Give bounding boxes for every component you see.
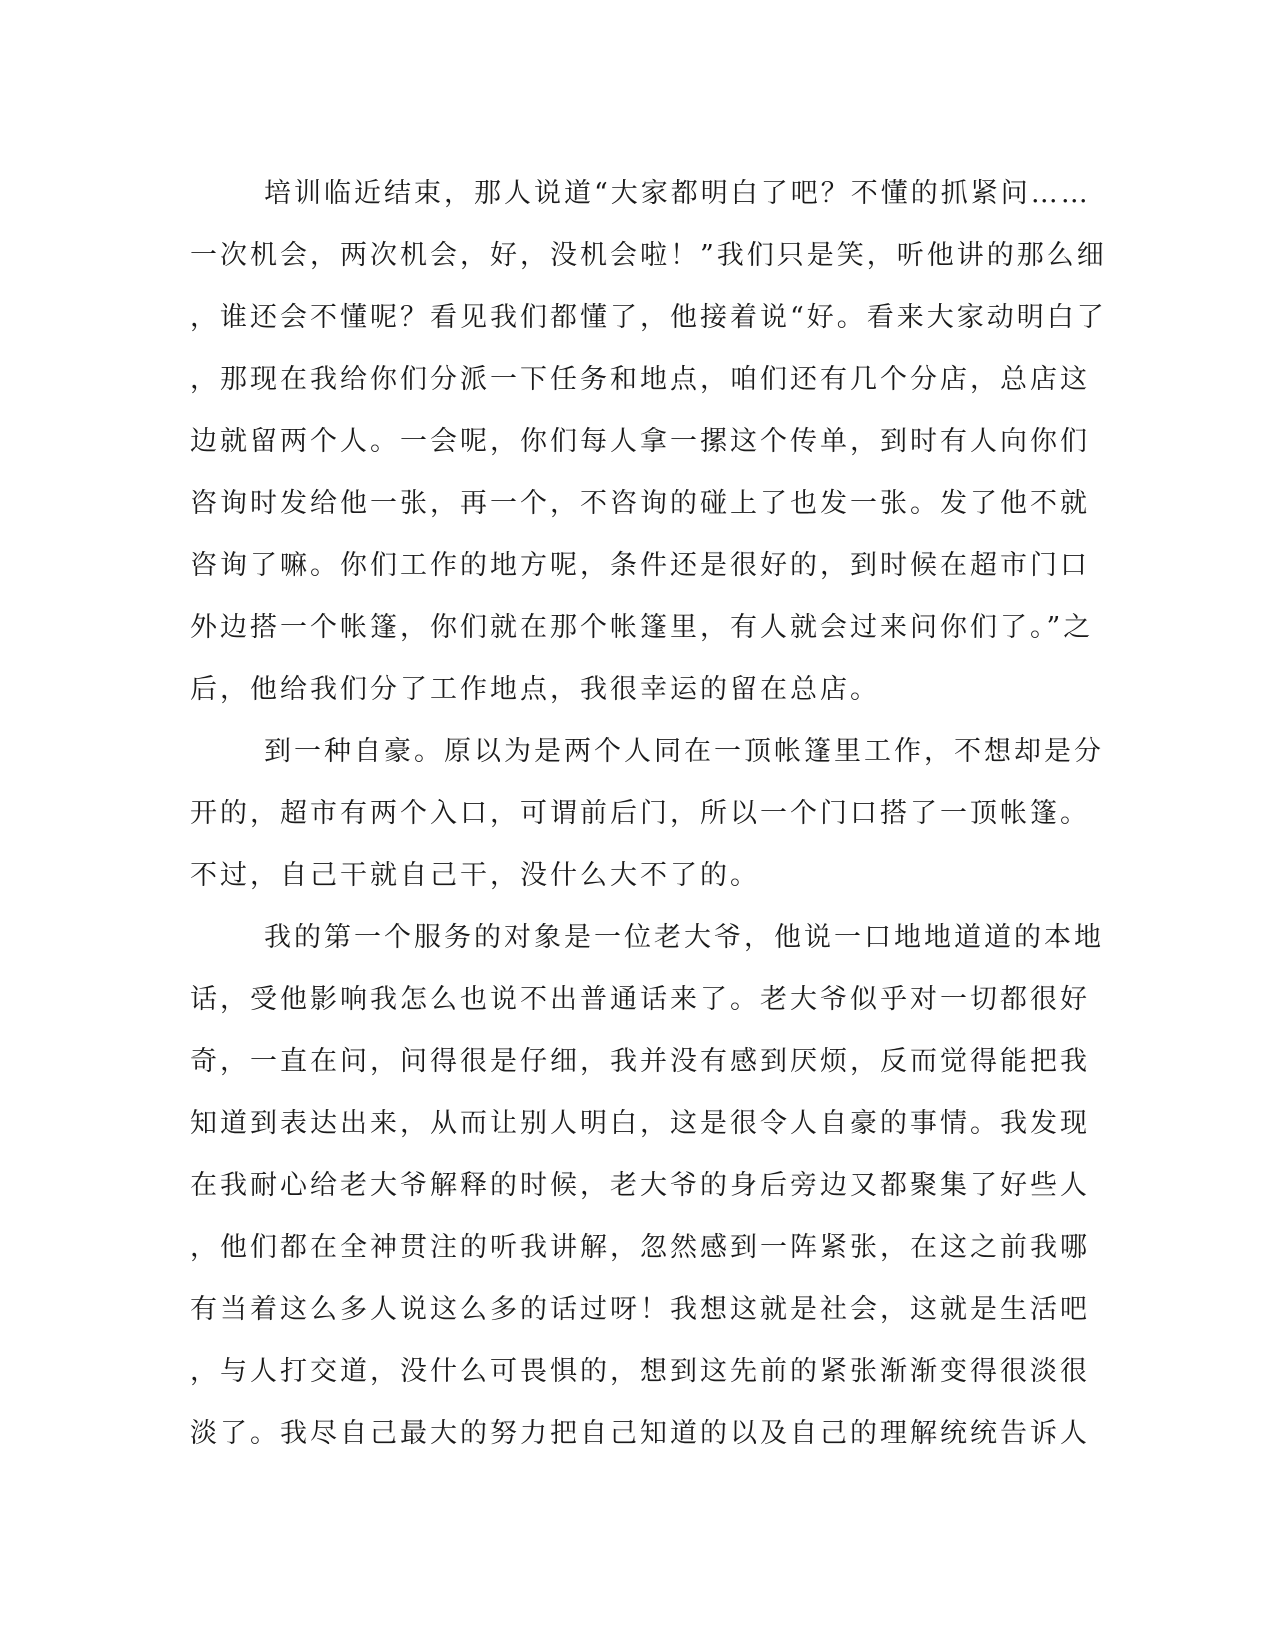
text-line: 不过，自己干就自己干，没什么大不了的。 [190,860,760,891]
text-line: 后，他给我们分了工作地点，我很幸运的留在总店。 [190,674,880,705]
text-line: ，与人打交道，没什么可畏惧的，想到这先前的紧张渐渐变得很淡很 [190,1356,1090,1387]
text-line: 开的，超市有两个入口，可谓前后门，所以一个门口搭了一顶帐篷。 [190,798,1090,829]
text-line: ，他们都在全神贯注的听我讲解，忽然感到一阵紧张，在这之前我哪 [190,1232,1090,1263]
paragraph-3 [190,907,1104,1465]
text-line: 在我耐心给老大爷解释的时候，老大爷的身后旁边又都聚集了好些人 [190,1170,1090,1201]
text-line: 奇，一直在问，问得很是仔细，我并没有感到厌烦，反而觉得能把我 [190,1046,1090,1077]
text-line: 一次机会，两次机会，好，没机会啦！”我们只是笑，听他讲的那么细 [190,240,1107,271]
paragraph-1 [190,163,1107,721]
text-line: 培训临近结束，那人说道“大家都明白了吧？不懂的抓紧问…… [264,178,1091,209]
text-line: ，谁还会不懂呢？看见我们都懂了，他接着说“好。看来大家动明白了 [190,302,1107,333]
text-line: 我的第一个服务的对象是一位老大爷，他说一口地地道道的本地 [264,922,1104,953]
text-line: 外边搭一个帐篷，你们就在那个帐篷里，有人就会过来问你们了。”之 [190,612,1094,643]
text-line: 咨询了嘛。你们工作的地方呢，条件还是很好的，到时候在超市门口 [190,550,1090,581]
text-line: ，那现在我给你们分派一下任务和地点，咱们还有几个分店，总店这 [190,364,1090,395]
text-line: 淡了。我尽自己最大的努力把自己知道的以及自己的理解统统告诉人 [190,1418,1090,1449]
document-body [190,163,1107,1465]
text-line: 话，受他影响我怎么也说不出普通话来了。老大爷似乎对一切都很好 [190,984,1090,1015]
paragraph-2 [190,721,1104,907]
text-line: 有当着这么多人说这么多的话过呀！我想这就是社会，这就是生活吧 [190,1294,1090,1325]
text-line: 边就留两个人。一会呢，你们每人拿一摞这个传单，到时有人向你们 [190,426,1090,457]
text-line: 知道到表达出来，从而让别人明白，这是很令人自豪的事情。我发现 [190,1108,1090,1139]
text-line: 咨询时发给他一张，再一个，不咨询的碰上了也发一张。发了他不就 [190,488,1090,519]
text-line: 到一种自豪。原以为是两个人同在一顶帐篷里工作，不想却是分 [264,736,1104,767]
